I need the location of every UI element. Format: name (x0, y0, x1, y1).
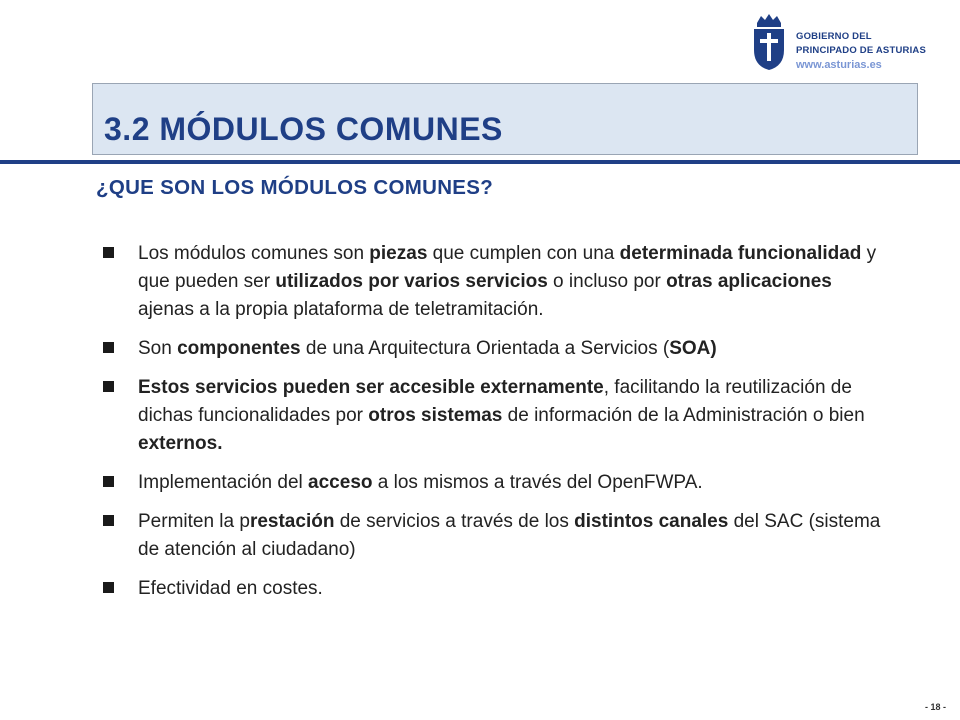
bullet-text: a los mismos a través del OpenFWPA. (372, 472, 703, 493)
bullet-text-bold: determinada funcionalidad (619, 243, 862, 264)
asturias-logo (748, 12, 948, 72)
bullet-text: Los módulos comunes son (138, 243, 370, 264)
bullet-text-bold: distintos canales (574, 511, 729, 532)
bullet-text-bold: utilizados por varios servicios (275, 271, 548, 292)
bullet-text: que cumplen con una (427, 243, 620, 264)
square-bullet-icon (103, 582, 114, 593)
bullet-text-bold: acceso (308, 472, 373, 493)
bullet-text: de una Arquitectura Orientada a Servicios ( (300, 338, 670, 359)
logo-url: www.asturias.es (796, 59, 882, 71)
bullet-text: de información de la Administración o bien (502, 405, 865, 426)
section-subtitle: ¿QUE SON LOS MÓDULOS COMUNES? (96, 176, 494, 199)
bullet-text-bold: componentes (177, 338, 301, 359)
bullet-item (103, 374, 893, 458)
bullet-list (103, 240, 893, 614)
bullet-text-bold: restación (249, 511, 335, 532)
page-title: 3.2 MÓDULOS COMUNES (104, 111, 503, 147)
bullet-text: Implementación del (138, 472, 309, 493)
bullet-text-bold: otras aplicaciones (666, 271, 832, 292)
square-bullet-icon (103, 247, 114, 258)
title-banner (92, 83, 918, 155)
bullet-text-bold: externos. (138, 433, 223, 454)
bullet-text: y que pueden ser (138, 243, 877, 292)
square-bullet-icon (103, 381, 114, 392)
title-divider (0, 160, 960, 164)
bullet-text: o incluso por (547, 271, 667, 292)
bullet-text-bold: otros sistemas (368, 405, 503, 426)
bullet-text: , facilitando la reutilización de dichas funcionalidades por (138, 377, 852, 426)
page-number: - 18 - (924, 702, 946, 712)
bullet-text: del SAC (sistema de atención al ciudadano) (138, 511, 881, 560)
bullet-text: de servicios a través de los (334, 511, 575, 532)
bullet-item (103, 508, 893, 564)
bullet-item (103, 335, 893, 363)
bullet-item (103, 575, 893, 603)
bullet-item (103, 469, 893, 497)
logo-line-2: PRINCIPADO DE ASTURIAS (796, 45, 927, 56)
asturias-coat-of-arms-icon (748, 12, 790, 72)
square-bullet-icon (103, 515, 114, 526)
bullet-text: Permiten la p (138, 511, 250, 532)
square-bullet-icon (103, 476, 114, 487)
bullet-text-bold: SOA) (669, 338, 717, 359)
bullet-text: Efectividad en costes. (138, 578, 323, 599)
bullet-text: ajenas a la propia plataforma de teletramitación. (138, 299, 544, 320)
logo-line-1: GOBIERNO DEL (796, 31, 872, 42)
square-bullet-icon (103, 342, 114, 353)
bullet-text: Son (138, 338, 178, 359)
bullet-text-bold: Estos servicios pueden ser accesible externamente (138, 377, 604, 398)
bullet-item (103, 240, 893, 324)
bullet-text-bold: piezas (369, 243, 428, 264)
